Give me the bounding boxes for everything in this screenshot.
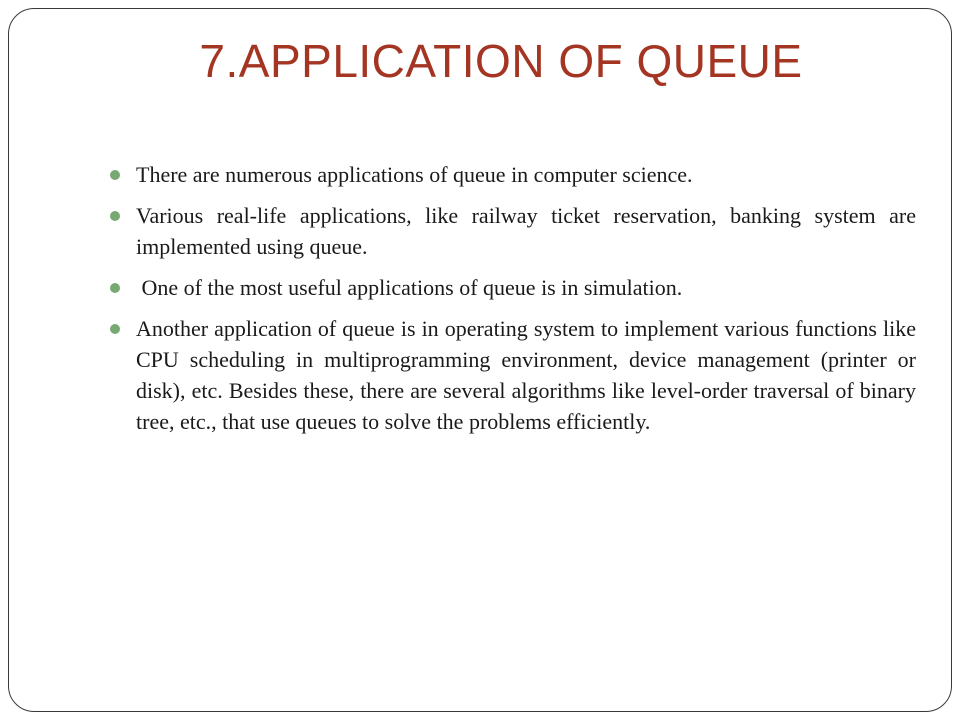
- bullet-dot-icon: [110, 170, 120, 180]
- bullet-dot-icon: [110, 324, 120, 334]
- bullet-text: There are numerous applications of queue in computer science.: [136, 162, 693, 187]
- bullet-dot-icon: [110, 211, 120, 221]
- bullet-dot-icon: [110, 283, 120, 293]
- slide: [8, 8, 952, 712]
- bullet-item: [106, 272, 916, 303]
- bullet-item: [106, 313, 916, 437]
- bullet-item: [106, 200, 916, 262]
- bullet-list: [106, 159, 916, 447]
- bullet-item: [106, 159, 916, 190]
- bullet-text: One of the most useful applications of queue is in simulation.: [136, 275, 683, 300]
- slide-title: 7.APPLICATION OF QUEUE: [199, 35, 803, 87]
- bullet-text: Various real-life applications, like railway ticket reservation, banking system are implemented using queue.: [136, 203, 916, 259]
- bullet-text: Another application of queue is in operating system to implement various functions like CPU scheduling in multiprogramming environment, device management (printer or disk), etc. Besides these, there are several algorithms like level-order traversal of binary tree, etc., that use queues to solve the problems efficiently.: [136, 316, 916, 434]
